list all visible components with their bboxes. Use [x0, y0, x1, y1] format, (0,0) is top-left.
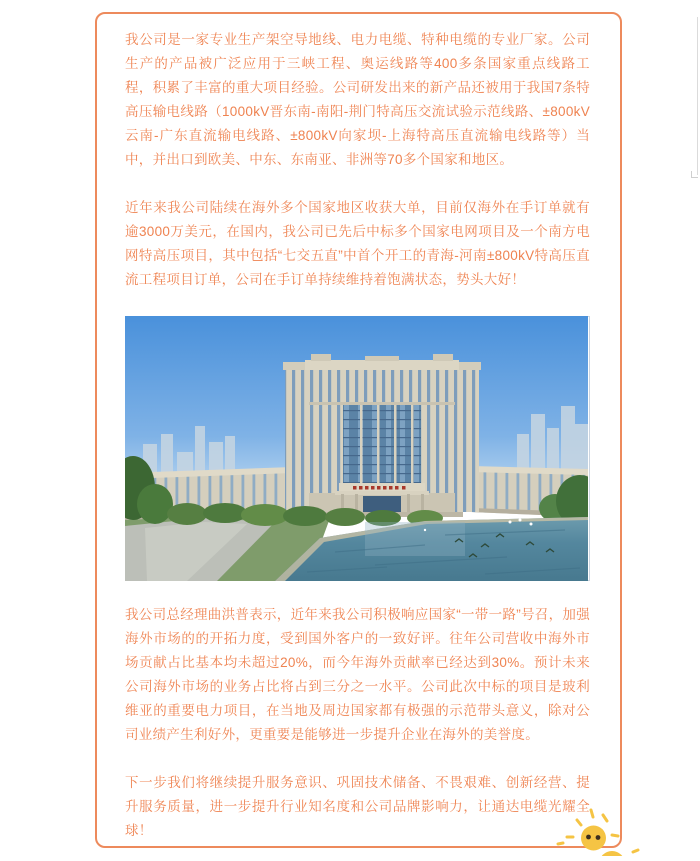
building-photo	[125, 316, 590, 581]
article-paragraph-4: 下一步我们将继续提升服务意识、巩固技术储备、不畏艰难、创新经营、提升服务质量，进一步提升行业知名度和公司品牌影响力，让通达电缆光耀全球！	[125, 775, 590, 838]
article-paragraph-1: 我公司是一家专业生产架空导地线、电力电缆、特种电缆的专业厂家。公司生产的产品被广泛应用于三峡工程、奥运线路等400多条国家重点线路工程，积累了丰富的重大项目经验。公司研发出来的新产品还被用于我国7条特高压输电线路（1000kV晋东南-南阳-荆门特高压交流试验示范线路、±800kV云南-广东直流输电线路、±800kV向家坝-上海特高压直流输电线路等）当中，并出口到欧美、中东、东南亚、非洲等70多个国家和地区。	[125, 32, 590, 167]
article-paragraph-2: 近年来我公司陆续在海外多个国家地区收获大单，目前仅海外在手订单就有逾3000万美元，在国内，我公司已先后中标多个国家电网项目及一个南方电网特高压项目，其中包括“七交五直”中首个开工的青海-河南±800kV特高压直流工程项目订单，公司在手订单持续维持着饱满状态，势头大好！	[125, 200, 590, 287]
adjacent-card-edge	[697, 17, 698, 175]
building-illustration	[125, 316, 588, 581]
article-card	[95, 12, 622, 848]
adjacent-card-corner	[691, 171, 698, 178]
article-paragraph-3: 我公司总经理曲洪普表示，近年来我公司积极响应国家“一带一路”号召，加强海外市场的的开拓力度，受到国外客户的一致好评。往年公司营收中海外市场贡献占比基本均未超过20%，而今年海外贡献率已经达到30%。预计未来公司海外市场的业务占比将占到三分之一水平。公司此次中标的项目是玻利维亚的重要电力项目，在当地及周边国家都有极强的示范带头意义，除对公司业绩产生利好外，更重要是能够进一步提升企业在海外的美誉度。	[125, 607, 590, 742]
